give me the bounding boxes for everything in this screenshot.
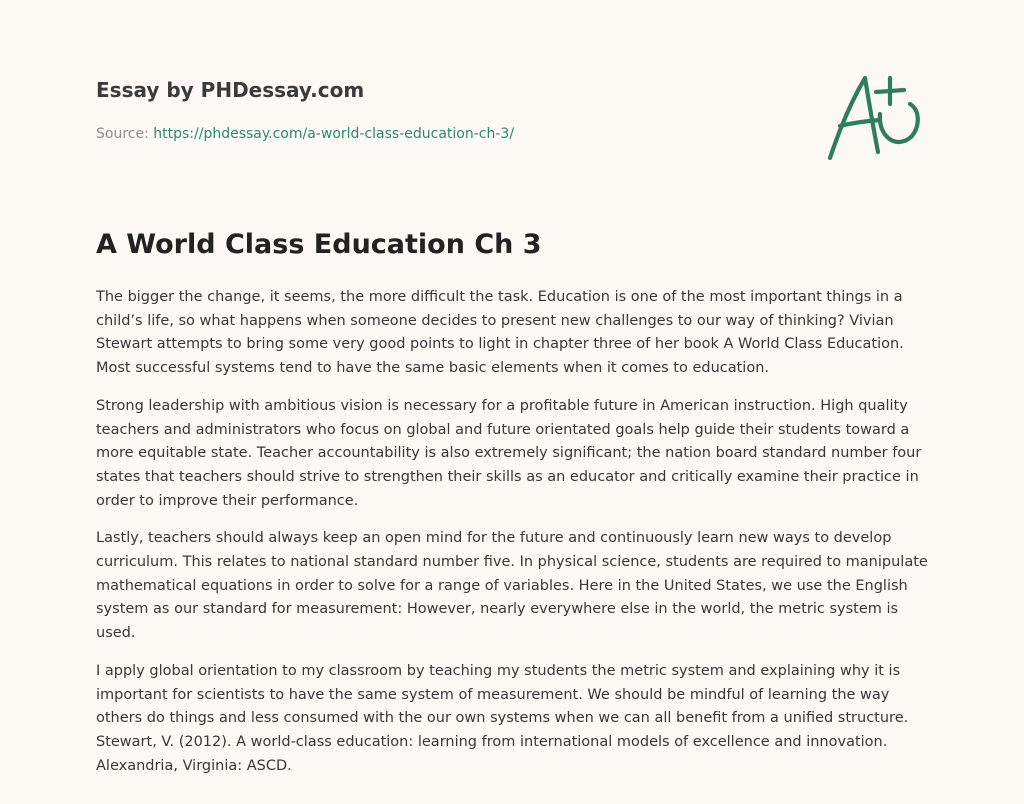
source-line [96, 124, 696, 144]
a-plus-grade-icon [820, 66, 930, 166]
essay-paragraph: The bigger the change, it seems, the more difficult the task. Education is one of the most important things in a child’s life, so what happens when someone decides to present new challenges to our way of thinking? Vivian Stewart attempts to bring some very good points to light in chapter three of her book A World Class Education. Most successful systems tend to have the same basic elements when it comes to education. [96, 289, 904, 377]
source-label: Source: [96, 126, 149, 142]
essay-body [96, 286, 934, 792]
essay-paragraph: I apply global orientation to my classroom by teaching my students the metric system and explaining why it is important for scientists to have the same system of measurement. We should be mindful of learning the way others do things and less consumed with the our own systems when we can all benefit from a unified structure. Stewart, V. (2012). A world-class education: learning from international models of excellence and innovation. Alexandria, Virginia: ASCD. [96, 662, 909, 774]
page-header [96, 76, 696, 144]
essay-paragraph: Strong leadership with ambitious vision is necessary for a profitable future in American instruction. High quality teachers and administrators who focus on global and future orientated goals help guide their students toward a more equitable state. Teacher accountability is also extremely significant; the nation board standard number four states that teachers should strive to strengthen their skills as an educator and critically examine their practice in order to improve their performance. [96, 397, 922, 509]
essay-paragraph: Lastly, teachers should always keep an open mind for the future and continuously learn new ways to develop curriculum. This relates to national standard number five. In physical science, students are required to manipulate mathematical equations in order to solve for a range of variables. Here in the United States, we use the English system as our standard for measurement: However, nearly everywhere else in the world, the metric system is used. [96, 530, 928, 642]
source-link[interactable]: https://phdessay.com/a-world-class-education-ch-3/ [153, 126, 515, 142]
site-brand: Essay by PHDessay.com [96, 78, 365, 102]
essay-title: A World Class Education Ch 3 [96, 229, 542, 260]
